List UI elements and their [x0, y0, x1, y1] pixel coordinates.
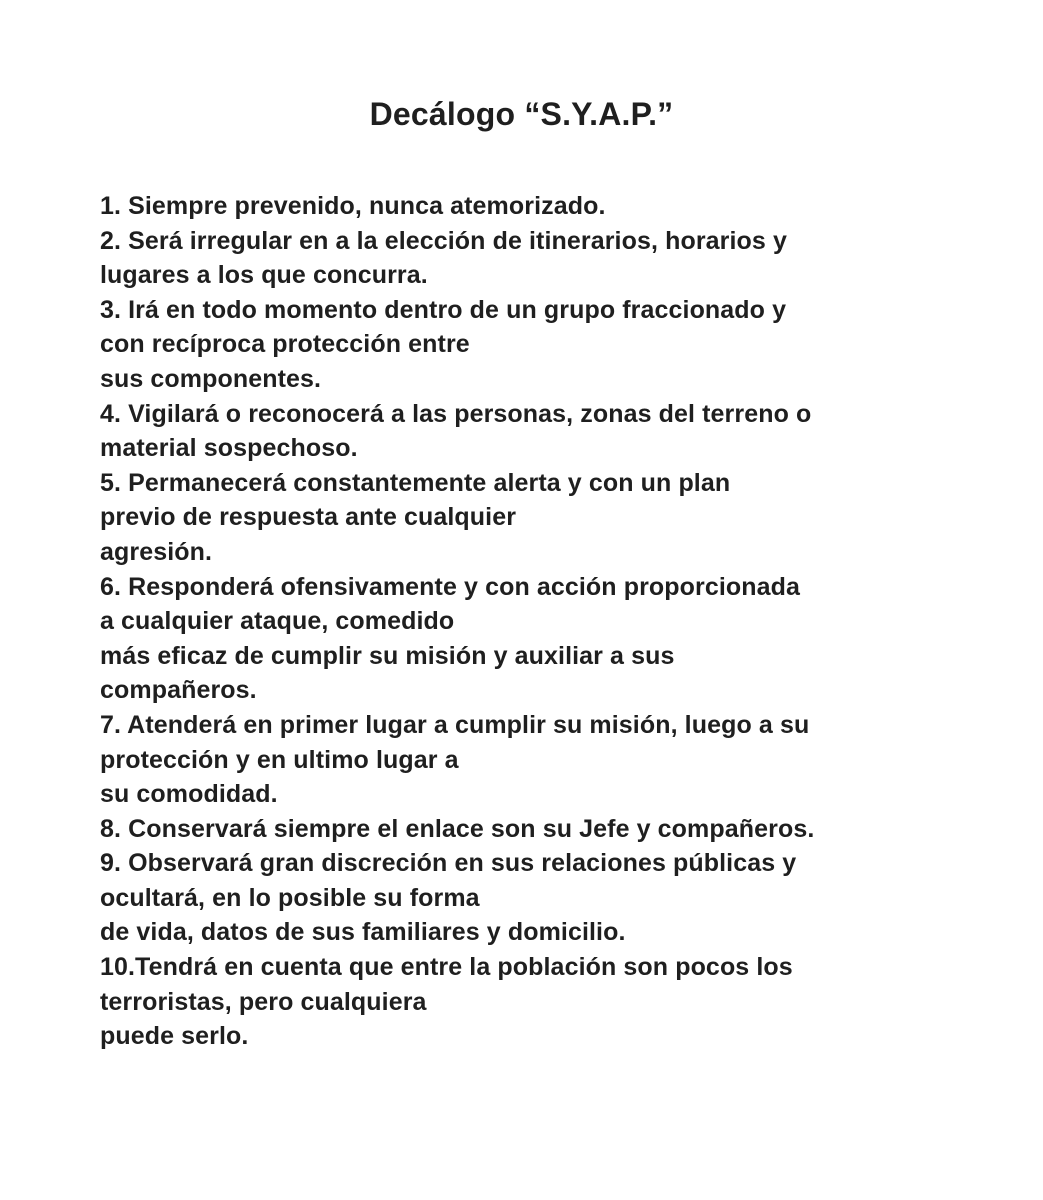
text-line: su comodidad.: [100, 780, 278, 809]
text-line: compañeros.: [100, 676, 257, 705]
text-line: 9. Observará gran discreción en sus relaciones públicas y: [100, 849, 797, 878]
text-line: a cualquier ataque, comedido: [100, 607, 455, 636]
text-line: 2. Será irregular en a la elección de itinerarios, horarios y: [100, 226, 787, 255]
text-line: previo de respuesta ante cualquier: [100, 503, 517, 532]
text-line: más eficaz de cumplir su misión y auxiliar a sus: [100, 641, 675, 670]
text-line: con recíproca protección entre: [100, 330, 470, 359]
text-line: protección y en ultimo lugar a: [100, 745, 459, 774]
text-line: 5. Permanecerá constantemente alerta y con un plan: [100, 468, 731, 497]
text-line: 7. Atenderá en primer lugar a cumplir su misión, luego a su: [100, 710, 810, 739]
text-line: material sospechoso.: [100, 434, 358, 463]
text-line: puede serlo.: [100, 1022, 249, 1051]
text-line: lugares a los que concurra.: [100, 261, 428, 290]
text-line: 10.Tendrá en cuenta que entre la población son pocos los: [100, 953, 793, 982]
text-line: agresión.: [100, 537, 213, 566]
text-line: terroristas, pero cualquiera: [100, 987, 427, 1016]
text-line: ocultará, en lo posible su forma: [100, 883, 480, 912]
decalogue-list: [100, 189, 1000, 1054]
text-line: 4. Vigilará o reconocerá a las personas, zonas del terreno o: [100, 399, 812, 428]
text-line: 8. Conservará siempre el enlace son su Jefe y compañeros.: [100, 814, 815, 843]
text-line: 1. Siempre prevenido, nunca atemorizado.: [100, 192, 606, 220]
text-line: 3. Irá en todo momento dentro de un grupo fraccionado y: [100, 295, 787, 324]
text-line: sus componentes.: [100, 364, 322, 393]
text-line: 6. Responderá ofensivamente y con acción proporcionada: [100, 572, 801, 601]
text-line: de vida, datos de sus familiares y domicilio.: [100, 918, 626, 947]
document-title: Decálogo “S.Y.A.P.”: [369, 96, 674, 132]
